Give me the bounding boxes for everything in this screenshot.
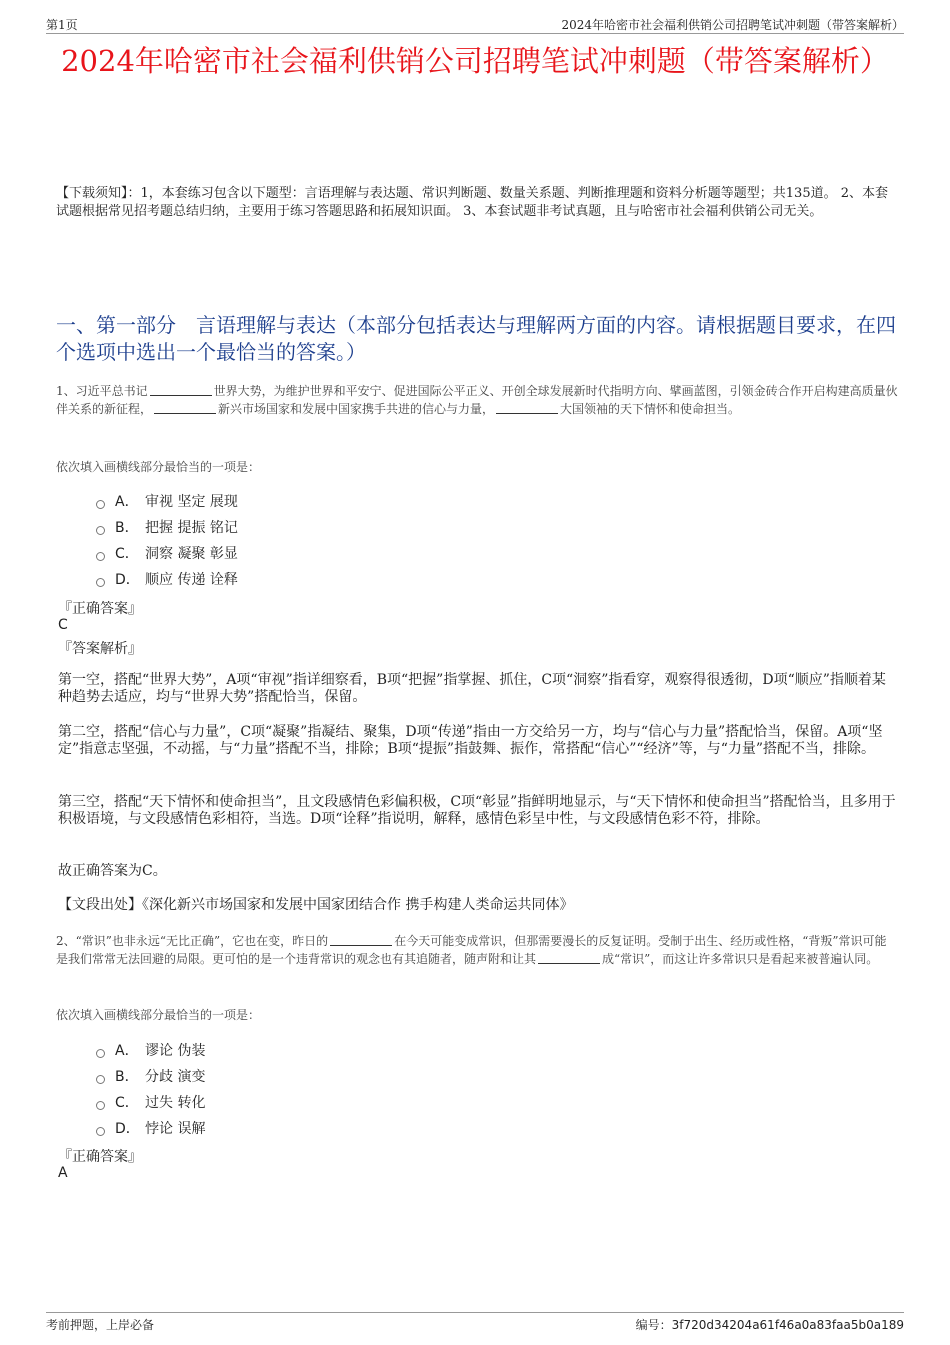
option-text: 洞察 凝聚 彰显 <box>145 546 238 562</box>
download-notice: 【下载须知】：1，本套练习包含以下题型：言语理解与表达题、常识判断题、数量关系题、判断推理题和资料分析题等题型；共135道。 2、本套试题根据常见招考题总结归纳，主要用于练习答题思路和拓展知识面。 3、本套试题非考试真题，且与哈密市社会福利供销公司无关。 <box>56 186 888 219</box>
question-2-text <box>56 932 898 968</box>
fill-blank <box>330 934 392 946</box>
option-letter: B． <box>115 520 139 536</box>
option-c[interactable] <box>96 1089 205 1115</box>
document-code <box>636 1316 904 1333</box>
source-citation: 【文段出处】《深化新兴市场国家和发展中国家团结合作 携手构建人类命运共同体》 <box>58 897 574 913</box>
option-text: 谬论 伪装 <box>145 1043 206 1059</box>
radio-icon[interactable] <box>96 1049 105 1058</box>
radio-icon[interactable] <box>96 552 105 561</box>
option-c[interactable] <box>96 540 238 566</box>
analysis-paragraph-1: 第一空，搭配“世界大势”，A项“审视”指详细察看，B项“把握”指掌握、抓住，C项“洞察”指看穿，观察得很透彻，D项“顺应”指顺着某种趋势去适应，均与“世界大势”搭配恰当，保留。 <box>58 672 886 705</box>
question-1-part: 1、习近平总书记 <box>56 384 148 398</box>
question-1-part: 新兴市场国家和发展中国家携手共进的信心与力量， <box>218 402 495 416</box>
radio-icon[interactable] <box>96 1075 105 1084</box>
option-text: 分歧 演变 <box>145 1069 206 1085</box>
question-2-part: 2、“常识”也非永远“无比正确”，它也在变，昨日的 <box>56 934 329 948</box>
radio-icon[interactable] <box>96 500 105 509</box>
radio-icon[interactable] <box>96 526 105 535</box>
page-footer <box>46 1312 904 1336</box>
question-1-text <box>56 382 898 418</box>
analysis-label: 『答案解析』 <box>58 641 142 657</box>
option-a[interactable] <box>96 488 238 514</box>
option-letter: C． <box>115 1095 139 1111</box>
question-1-part: 世界大势，为维护世界和平安宁、促进国际公平正义、开创全球发展新时代指明方向、擘画蓝图，引领金砖合作开启构建高质量伙伴关系的新征程， <box>56 384 898 416</box>
header-doc-title: 2024年哈密市社会福利供销公司招聘笔试冲刺题（带答案解析） <box>561 18 904 32</box>
question-2-options <box>96 1037 205 1141</box>
page-number: 第1页 <box>46 18 78 32</box>
fill-blank <box>538 952 600 964</box>
section-heading: 一、第一部分 言语理解与表达（本部分包括表达与理解两方面的内容。请根据题目要求，在四个选项中选出一个最恰当的答案。） <box>56 313 896 364</box>
radio-icon[interactable] <box>96 1127 105 1136</box>
option-letter: D． <box>115 1121 140 1137</box>
option-text: 顺应 传递 诠释 <box>145 572 238 588</box>
option-b[interactable] <box>96 1063 205 1089</box>
question-2-part: 成“常识”，而这让许多常识只是看起来被普遍认同。 <box>602 952 879 966</box>
radio-icon[interactable] <box>96 1101 105 1110</box>
option-d[interactable] <box>96 566 238 592</box>
question-1-prompt: 依次填入画横线部分最恰当的一项是： <box>56 460 261 474</box>
option-text: 悖论 误解 <box>145 1121 206 1137</box>
radio-icon[interactable] <box>96 578 105 587</box>
page-header <box>46 14 904 34</box>
answer-label: 『正确答案』 <box>58 601 142 617</box>
answer-label: 『正确答案』 <box>58 1149 142 1165</box>
fill-blank <box>496 402 558 414</box>
option-letter: D． <box>115 572 140 588</box>
option-d[interactable] <box>96 1115 205 1141</box>
option-letter: C． <box>115 546 139 562</box>
answer-value: A <box>58 1165 68 1181</box>
option-letter: A． <box>115 1043 139 1059</box>
analysis-paragraph-2: 第二空，搭配“信心与力量”，C项“凝聚”指凝结、聚集，D项“传递”指由一方交给另一方，均与“信心与力量”搭配恰当，保留。A项“坚定”指意志坚强，不动摇，与“力量”搭配不当，排除；B项“提振”指鼓舞、振作，常搭配“信心”“经济”等，与“力量”搭配不当，排除。 <box>58 724 883 757</box>
question-2-prompt: 依次填入画横线部分最恰当的一项是： <box>56 1008 261 1022</box>
document-title: 2024年哈密市社会福利供销公司招聘笔试冲刺题（带答案解析） <box>61 44 889 78</box>
question-1-part: 大国领袖的天下情怀和使命担当。 <box>560 402 741 416</box>
answer-value: C <box>58 617 68 633</box>
option-letter: A． <box>115 494 139 510</box>
option-text: 过失 转化 <box>145 1095 206 1111</box>
analysis-conclusion: 故正确答案为C。 <box>58 863 167 879</box>
option-text: 把握 提振 铭记 <box>145 520 238 536</box>
option-a[interactable] <box>96 1037 205 1063</box>
option-letter: B． <box>115 1069 139 1085</box>
fill-blank <box>154 402 216 414</box>
code-value: 3f720d34204a61f46a0a83faa5b0a189 <box>671 1318 904 1332</box>
analysis-paragraph-3: 第三空，搭配“天下情怀和使命担当”，且文段感情色彩偏积极，C项“彰显”指鲜明地显示，与“天下情怀和使命担当”搭配恰当，且多用于积极语境，与文段感情色彩相符，当选。D项“诠释”指说明，解释，感情色彩呈中性，与文段感情色彩不符，排除。 <box>58 794 896 827</box>
option-b[interactable] <box>96 514 238 540</box>
fill-blank <box>150 384 212 396</box>
question-1-options <box>96 488 238 592</box>
option-text: 审视 坚定 展现 <box>145 494 238 510</box>
question-2-part: 在今天可能变成常识，但那需要漫长的反复证明。受制于出生、经历或性格，“背叛”常识可能是我们常常无法回避的局限。更可怕的是一个违背常识的观念也有其追随者，随声附和让其 <box>56 934 887 966</box>
code-label: 编号： <box>635 1318 672 1332</box>
footer-slogan: 考前押题，上岸必备 <box>46 1318 155 1332</box>
